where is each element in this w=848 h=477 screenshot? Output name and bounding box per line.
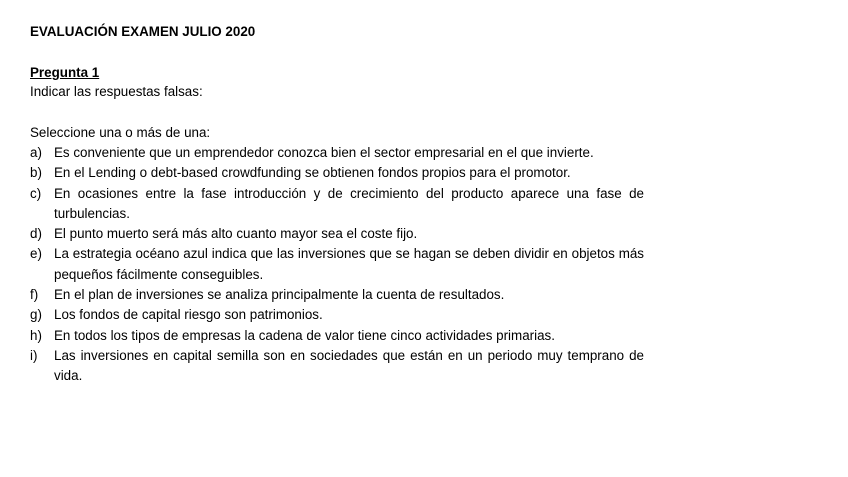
- option-text: Las inversiones en capital semilla son en sociedades que están en un periodo muy temprano de vida.: [54, 347, 644, 384]
- exam-title: EVALUACIÓN EXAMEN JULIO 2020: [30, 24, 256, 39]
- option-e: [30, 244, 644, 285]
- option-letter: d): [30, 226, 42, 242]
- spacer: [30, 102, 644, 122]
- option-text: La estrategia océano azul indica que las inversiones que se hagan se deben dividir en objetos más pequeños fácilmente conseguibles.: [54, 246, 644, 282]
- option-c: [30, 184, 644, 225]
- option-g: [30, 305, 644, 325]
- option-text: Es conveniente que un emprendedor conozca bien el sector empresarial en el que invierte.: [54, 145, 594, 160]
- question-heading: Pregunta 1: [30, 65, 100, 80]
- options-list: [30, 143, 644, 387]
- option-letter: e): [30, 246, 42, 262]
- option-d: [30, 224, 644, 244]
- document-page: [30, 22, 644, 387]
- spacer: [30, 42, 644, 64]
- option-text: En el plan de inversiones se analiza principalmente la cuenta de resultados.: [54, 287, 505, 303]
- option-b: [30, 163, 644, 183]
- option-letter: c): [30, 185, 42, 201]
- option-text: En ocasiones entre la fase introducción y de crecimiento del producto aparece una fase de turbulencias.: [54, 185, 644, 221]
- option-letter: b): [30, 165, 42, 181]
- option-text: En el Lending o debt-based crowdfunding se obtienen fondos propios para el promotor.: [54, 165, 571, 181]
- option-text: En todos los tipos de empresas la cadena de valor tiene cinco actividades primarias.: [54, 327, 555, 343]
- option-letter: a): [30, 145, 42, 160]
- option-i: [30, 346, 644, 387]
- option-letter: i): [30, 347, 38, 363]
- question-instruction: Indicar las respuestas falsas:: [30, 84, 203, 99]
- option-h: [30, 326, 644, 346]
- option-letter: f): [30, 287, 39, 303]
- option-letter: g): [30, 307, 42, 323]
- option-letter: h): [30, 327, 42, 343]
- select-hint: Seleccione una o más de una:: [30, 125, 211, 140]
- option-text: El punto muerto será más alto cuanto mayor sea el coste fijo.: [54, 226, 418, 242]
- option-f: [30, 285, 644, 305]
- option-a: [30, 143, 644, 163]
- option-text: Los fondos de capital riesgo son patrimonios.: [54, 307, 323, 323]
